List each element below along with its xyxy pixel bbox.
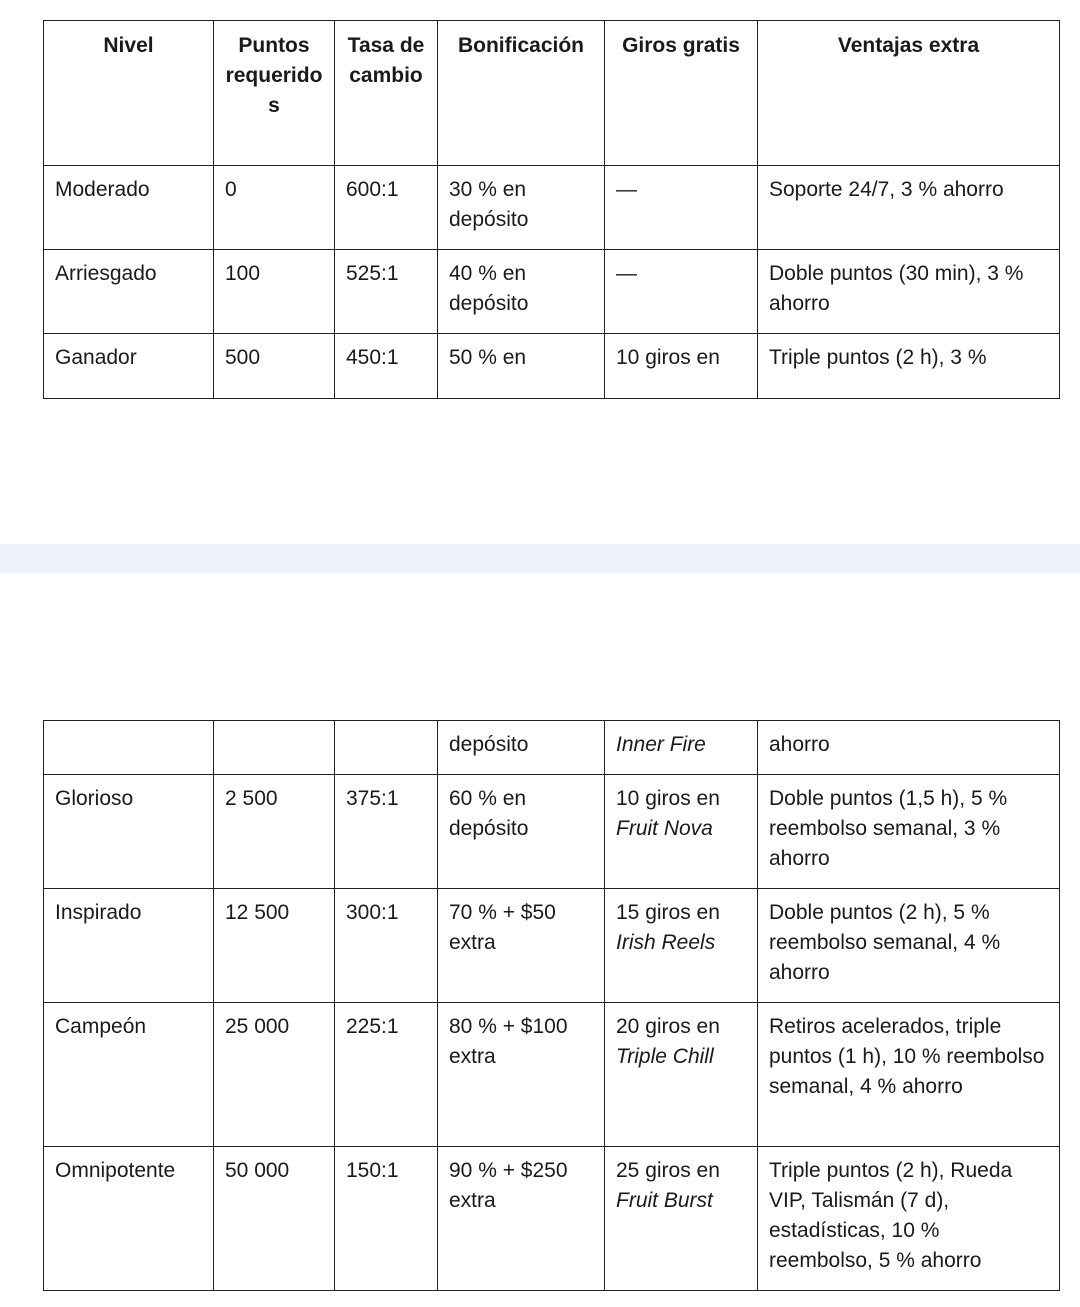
cell-tasa: 150:1: [335, 1147, 438, 1291]
giros-game: Fruit Nova: [616, 817, 713, 840]
cell-giros: [605, 775, 758, 889]
table-row: [44, 1147, 1060, 1291]
giros-text: —: [616, 262, 637, 285]
cell-ventajas: Doble puntos (2 h), 5 % reembolso semanal, 4 % ahorro: [758, 889, 1060, 1003]
header-bonificacion: Bonificación: [438, 21, 605, 166]
giros-text: 10 giros en: [616, 346, 720, 369]
cell-tasa: 375:1: [335, 775, 438, 889]
table-row: [44, 1003, 1060, 1147]
cell-tasa: 600:1: [335, 166, 438, 250]
cell-ventajas: ahorro: [758, 721, 1060, 775]
cell-giros: [605, 166, 758, 250]
giros-game: Inner Fire: [616, 733, 706, 756]
cell-nivel: Campeón: [44, 1003, 214, 1147]
cell-nivel: [44, 721, 214, 775]
table-row: [44, 334, 1060, 399]
cell-ventajas: Doble puntos (1,5 h), 5 % reembolso semanal, 3 % ahorro: [758, 775, 1060, 889]
cell-nivel: Omnipotente: [44, 1147, 214, 1291]
giros-text: 25 giros en: [616, 1159, 720, 1182]
table-row: [44, 250, 1060, 334]
table-row: [44, 889, 1060, 1003]
cell-puntos: [214, 721, 335, 775]
header-ventajas-extra: Ventajas extra: [758, 21, 1060, 166]
table-row-continuation: [44, 721, 1060, 775]
cell-ventajas: Triple puntos (2 h), Rueda VIP, Talismán (7 d), estadísticas, 10 % reembolso, 5 % ahorro: [758, 1147, 1060, 1291]
cell-puntos: 500: [214, 334, 335, 399]
cell-tasa: [335, 721, 438, 775]
vip-levels-table-top: [43, 20, 1060, 399]
cell-ventajas: Retiros acelerados, triple puntos (1 h), 10 % reembolso semanal, 4 % ahorro: [758, 1003, 1060, 1147]
cell-puntos: 100: [214, 250, 335, 334]
cell-puntos: 25 000: [214, 1003, 335, 1147]
vip-levels-table-bottom: [43, 720, 1060, 1291]
giros-game: Irish Reels: [616, 931, 716, 954]
cell-bonificacion: 50 % en: [438, 334, 605, 399]
cell-nivel: Moderado: [44, 166, 214, 250]
page-break-band: [0, 544, 1080, 573]
giros-text: —: [616, 178, 637, 201]
cell-giros: [605, 1147, 758, 1291]
cell-giros: [605, 334, 758, 399]
cell-bonificacion: 70 % + $50 extra: [438, 889, 605, 1003]
header-puntos-requeridos: Puntos requeridos: [214, 21, 335, 166]
cell-tasa: 525:1: [335, 250, 438, 334]
cell-nivel: Inspirado: [44, 889, 214, 1003]
cell-giros: [605, 1003, 758, 1147]
table-header-row: [44, 21, 1060, 166]
cell-tasa: 225:1: [335, 1003, 438, 1147]
cell-bonificacion: 40 % en depósito: [438, 250, 605, 334]
giros-game: Fruit Burst: [616, 1189, 713, 1212]
cell-tasa: 450:1: [335, 334, 438, 399]
header-nivel: Nivel: [44, 21, 214, 166]
table-row: [44, 166, 1060, 250]
giros-text: 10 giros en: [616, 787, 720, 810]
cell-puntos: 50 000: [214, 1147, 335, 1291]
cell-puntos: 2 500: [214, 775, 335, 889]
cell-giros: [605, 721, 758, 775]
cell-bonificacion: 90 % + $250 extra: [438, 1147, 605, 1291]
cell-nivel: Glorioso: [44, 775, 214, 889]
cell-bonificacion: 80 % + $100 extra: [438, 1003, 605, 1147]
cell-nivel: Arriesgado: [44, 250, 214, 334]
cell-nivel: Ganador: [44, 334, 214, 399]
cell-puntos: 12 500: [214, 889, 335, 1003]
header-tasa-de-cambio: Tasa de cambio: [335, 21, 438, 166]
cell-bonificacion: 30 % en depósito: [438, 166, 605, 250]
cell-bonificacion: 60 % en depósito: [438, 775, 605, 889]
table-row: [44, 775, 1060, 889]
cell-ventajas: Soporte 24/7, 3 % ahorro: [758, 166, 1060, 250]
cell-giros: [605, 889, 758, 1003]
giros-game: Triple Chill: [616, 1045, 714, 1068]
cell-tasa: 300:1: [335, 889, 438, 1003]
cell-puntos: 0: [214, 166, 335, 250]
giros-text: 20 giros en: [616, 1015, 720, 1038]
cell-ventajas: Doble puntos (30 min), 3 % ahorro: [758, 250, 1060, 334]
cell-ventajas: Triple puntos (2 h), 3 %: [758, 334, 1060, 399]
cell-bonificacion: depósito: [438, 721, 605, 775]
header-giros-gratis: Giros gratis: [605, 21, 758, 166]
giros-text: 15 giros en: [616, 901, 720, 924]
cell-giros: [605, 250, 758, 334]
